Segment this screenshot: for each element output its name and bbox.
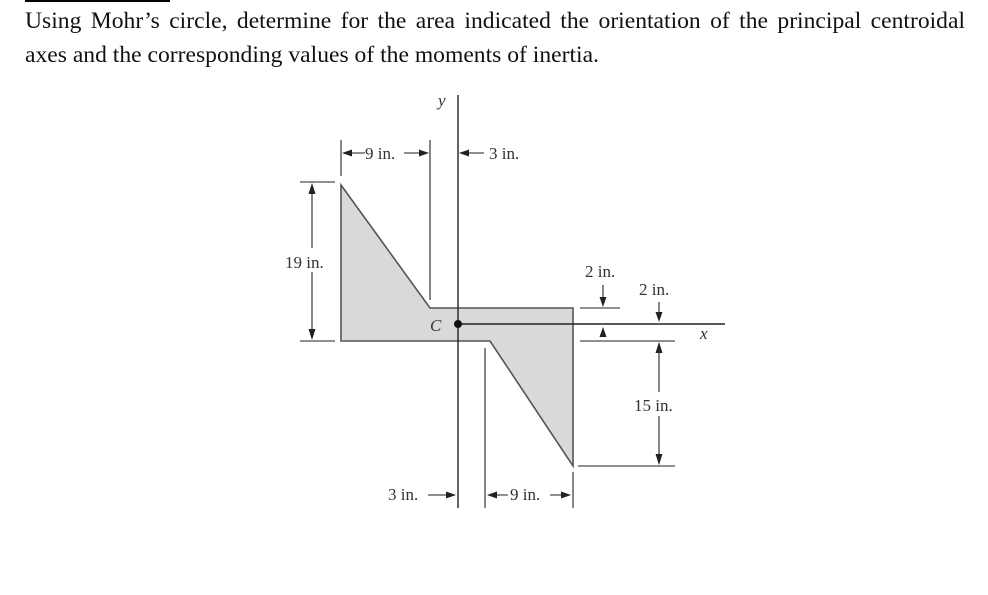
- dim-left-height: 19 in.: [285, 253, 324, 272]
- dim-bottom-web-offset: 3 in.: [388, 485, 419, 504]
- arrowhead: [600, 297, 607, 307]
- arrowhead: [656, 312, 663, 322]
- centroid-point: [454, 320, 462, 328]
- arrowhead: [309, 329, 316, 340]
- dim-right-flange-thickness: 2 in.: [639, 280, 670, 299]
- arrowhead: [309, 183, 316, 194]
- centroid-label: C: [430, 316, 442, 335]
- dim-bottom-right-width: 9 in.: [510, 485, 541, 504]
- arrowhead: [419, 150, 429, 157]
- dim-right-top-gap: 2 in.: [585, 262, 616, 281]
- dim-right-height: 15 in.: [634, 396, 673, 415]
- arrowhead: [459, 150, 469, 157]
- arrowhead: [342, 150, 352, 157]
- x-axis-label: x: [700, 324, 708, 343]
- arrowhead: [600, 327, 607, 337]
- problem-statement: Using Mohr’s circle, determine for the area indicated the orientation of the principal centroidal axes and the corresponding values of the moments of inertia.: [25, 8, 965, 68]
- dim-top-web-offset: 3 in.: [489, 144, 520, 163]
- dim-top-left-width: 9 in.: [365, 144, 396, 163]
- arrowhead: [656, 342, 663, 353]
- y-axis-label: y: [438, 91, 446, 110]
- arrowhead: [561, 492, 571, 499]
- arrowhead: [446, 492, 456, 499]
- arrowhead: [656, 454, 663, 465]
- arrowhead: [487, 492, 497, 499]
